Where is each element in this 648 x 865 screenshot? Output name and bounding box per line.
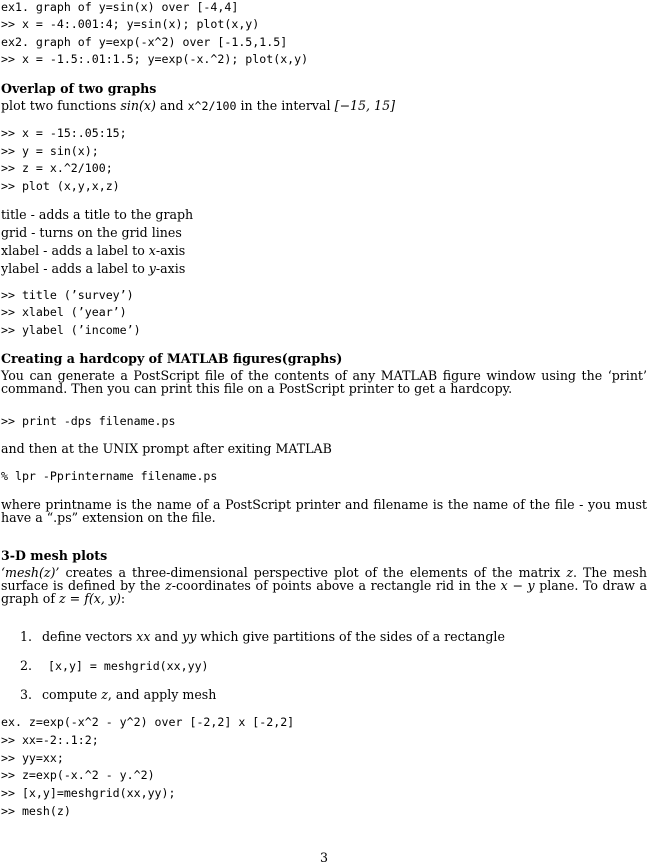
unix-prompt-text: and then at the UNIX prompt after exiting MATLAB [1, 441, 332, 456]
ex2-command: >> x = -1.5:.01:1.5; y=exp(-x.^2); plot(x,y) [1, 52, 309, 66]
mesh-paragraph: ‘mesh(z)’ creates a three-dimensional perspective plot of the elements of the matrix z. The mesh surface is defined by the z-coordinates of points above a rectangle rid in the x − y plane. To draw a graph of z = f(x, y): [1, 565, 648, 606]
lpr-command: % lpr -Pprintername filename.ps [1, 469, 218, 483]
overlap-code-line: >> plot (x,y,x,z) [1, 179, 120, 193]
hardcopy-heading: Creating a hardcopy of MATLAB figures(graphs) [1, 351, 343, 366]
mesh-step: 1. define vectors xx and yy which give partitions of the sides of a rectangle [20, 629, 505, 644]
hardcopy-paragraph: You can generate a PostScript file of the contents of any MATLAB figure window using the ‘print’ command. Then you can print this file on a PostScript printer to get a hardcopy. [1, 368, 647, 396]
overlap-code-line: >> x = -15:.05:15; [1, 126, 127, 140]
overlap-code-line: >> y = sin(x); [1, 144, 99, 158]
printer-explanation: where printname is the name of a PostScript printer and filename is the name of the file - you must have a “.ps” extension on the file. [1, 497, 647, 525]
mesh-code-line: ex. z=exp(-x^2 - y^2) over [-2,2] x [-2,2] [1, 715, 295, 729]
page-number: 3 [319, 850, 328, 865]
ex1-title: ex1. graph of y=sin(x) over [-4,4] [1, 0, 239, 14]
overlap-heading: Overlap of two graphs [1, 81, 157, 96]
xlabel-description: xlabel - adds a label to x-axis [1, 243, 186, 258]
mesh-code-line: >> z=exp(-x.^2 - y.^2) [1, 768, 155, 782]
grid-description: grid - turns on the grid lines [1, 225, 182, 240]
mesh-heading: 3-D mesh plots [1, 548, 108, 563]
ex1-command: >> x = -4:.001:4; y=sin(x); plot(x,y) [1, 17, 260, 31]
overlap-intro: plot two functions sin(x) and x^2/100 in the interval [−15, 15] [1, 98, 395, 113]
mesh-step: 2. [x,y] = meshgrid(xx,yy) [20, 658, 209, 673]
labels-code-line: >> ylabel (’income’) [1, 323, 141, 337]
labels-code-line: >> xlabel (’year’) [1, 305, 127, 319]
mesh-code-line: >> xx=-2:.1:2; [1, 733, 99, 747]
mesh-step: 3. compute z, and apply mesh [20, 687, 217, 702]
mesh-code-line: >> mesh(z) [1, 804, 71, 818]
labels-code-line: >> title (’survey’) [1, 288, 134, 302]
mesh-code-line: >> [x,y]=meshgrid(xx,yy); [1, 786, 176, 800]
title-description: title - adds a title to the graph [1, 207, 194, 222]
ex2-title: ex2. graph of y=exp(-x^2) over [-1.5,1.5] [1, 35, 288, 49]
overlap-code-line: >> z = x.^2/100; [1, 161, 113, 175]
ylabel-description: ylabel - adds a label to y-axis [1, 261, 186, 276]
mesh-code-line: >> yy=xx; [1, 751, 64, 765]
print-command: >> print -dps filename.ps [1, 414, 176, 428]
